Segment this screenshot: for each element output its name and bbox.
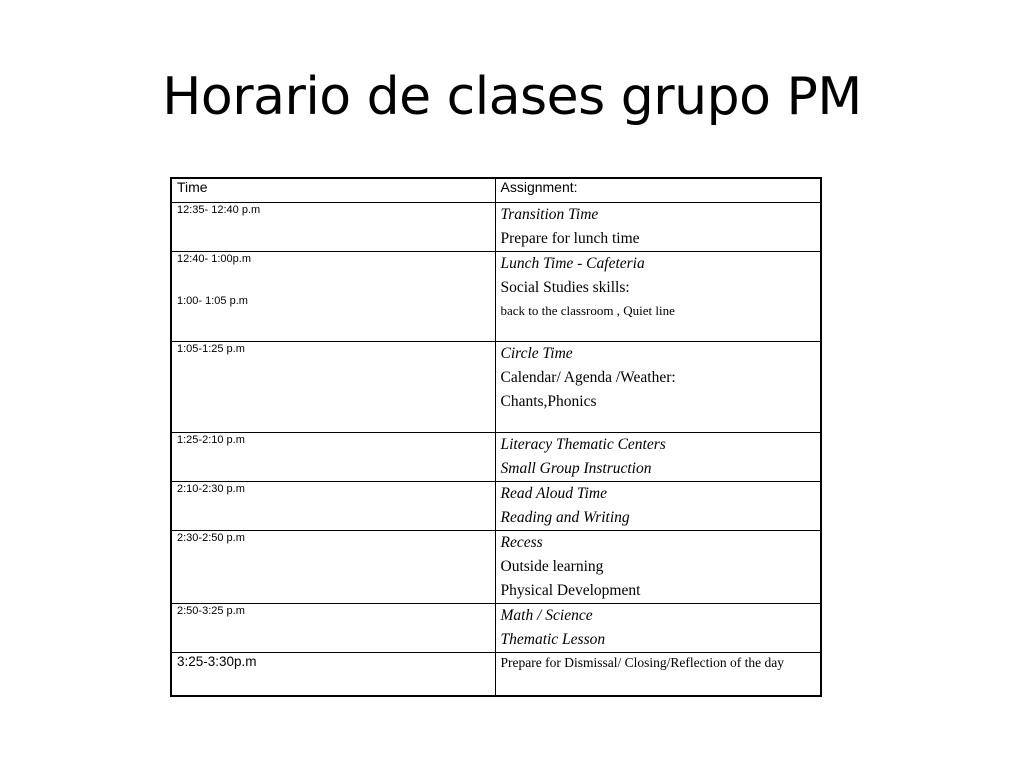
time-cell — [171, 252, 495, 342]
assignment-line: Thematic Lesson — [500, 631, 606, 648]
table-row — [171, 604, 821, 653]
assignment-line: Lunch Time - Cafeteria — [500, 255, 645, 272]
time-cell — [171, 482, 495, 531]
assignment-cell — [495, 252, 821, 342]
time-cell — [171, 342, 495, 433]
time-value: 2:50-3:25 p.m — [177, 605, 245, 617]
assignment-line: Reading and Writing — [500, 509, 630, 526]
assignment-line: Small Group Instruction — [500, 460, 652, 477]
table-row — [171, 203, 821, 252]
time-cell — [171, 653, 495, 697]
assignment-line: Chants,Phonics — [500, 393, 597, 410]
time-cell — [171, 203, 495, 252]
time-value: 12:35- 12:40 p.m — [177, 204, 261, 216]
assignment-cell — [495, 604, 821, 653]
assignment-cell — [495, 531, 821, 604]
assignment-line: Outside learning — [500, 558, 604, 575]
time-cell — [171, 531, 495, 604]
time-value: 2:10-2:30 p.m — [177, 483, 245, 495]
header-assignment: Assignment: — [495, 178, 821, 203]
assignment-line: Transition Time — [500, 206, 599, 223]
slide-title: Horario de clases grupo PM — [162, 67, 862, 127]
assignment-line: Prepare for Dismissal/ Closing/Reflection of the day — [500, 655, 784, 670]
table-row — [171, 252, 821, 342]
assignment-line: back to the classroom , Quiet line — [500, 303, 675, 318]
time-value: 1:25-2:10 p.m — [177, 434, 245, 446]
assignment-cell — [495, 342, 821, 433]
header-time: Time — [171, 178, 495, 203]
table-row — [171, 433, 821, 482]
table-row — [171, 482, 821, 531]
assignment-line: Read Aloud Time — [500, 485, 607, 502]
assignment-line: Calendar/ Agenda /Weather: — [500, 369, 676, 386]
schedule-table — [170, 177, 822, 697]
time-value: 12:40- 1:00p.m — [177, 253, 251, 265]
assignment-cell — [495, 653, 821, 697]
table-header-row — [171, 178, 821, 203]
assignment-cell — [495, 203, 821, 252]
time-value: 2:30-2:50 p.m — [177, 532, 245, 544]
time-cell — [171, 604, 495, 653]
assignment-line: Literacy Thematic Centers — [500, 436, 666, 453]
assignment-cell — [495, 482, 821, 531]
table-row — [171, 342, 821, 433]
assignment-line: Physical Development — [500, 582, 641, 599]
assignment-line: Recess — [500, 534, 543, 551]
assignment-line: Prepare for lunch time — [500, 230, 640, 247]
time-value: 3:25-3:30p.m — [177, 654, 257, 669]
assignment-cell — [495, 433, 821, 482]
time-value: 1:05-1:25 p.m — [177, 343, 245, 355]
assignment-line: Math / Science — [500, 607, 593, 624]
table-row — [171, 653, 821, 697]
spacer — [177, 266, 495, 294]
table-row — [171, 531, 821, 604]
assignment-line: Social Studies skills: — [500, 279, 630, 296]
assignment-line: Circle Time — [500, 345, 573, 362]
time-cell — [171, 433, 495, 482]
time-value: 1:00- 1:05 p.m — [177, 295, 248, 307]
